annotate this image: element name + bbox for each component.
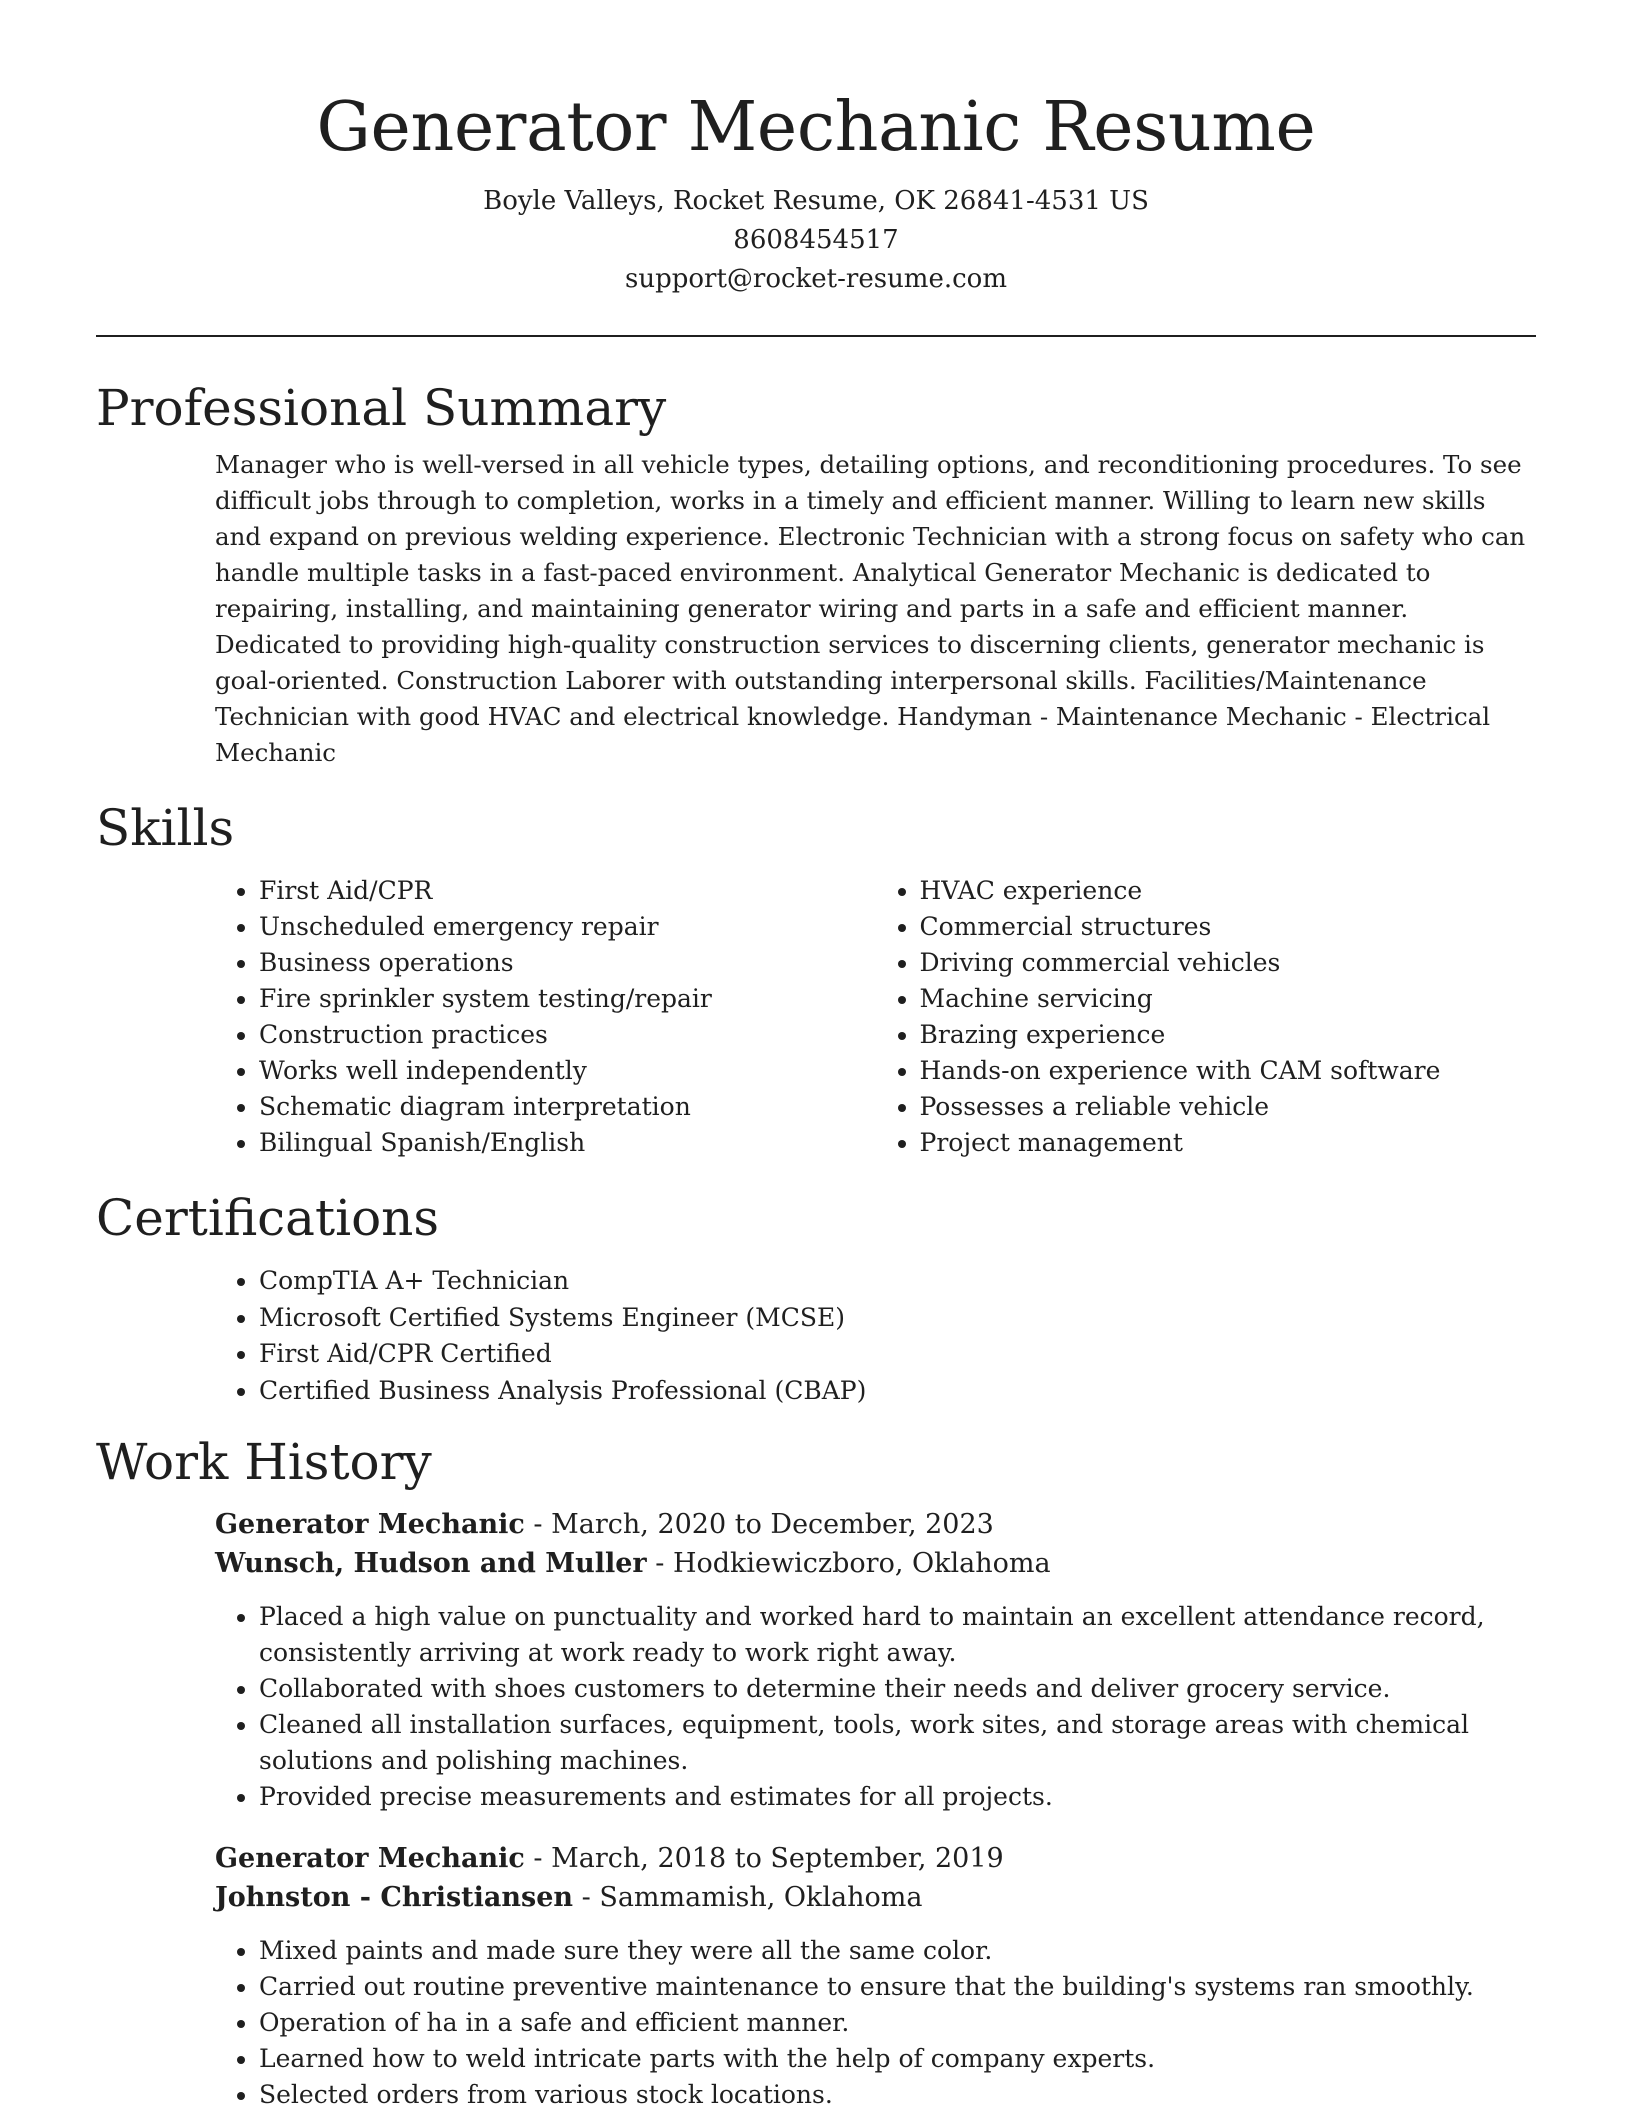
- certification-item: • First Aid/CPR Certified: [259, 1336, 1536, 1373]
- skills-heading: Skills: [96, 799, 235, 857]
- resume-page: [96, 0, 1536, 2112]
- skill-item: • Business operations: [259, 945, 876, 981]
- job-company-line: Johnston - Christiansen - Sammamish, Oklahoma: [215, 1882, 923, 1913]
- certification-item: • CompTIA A+ Technician: [259, 1263, 1536, 1300]
- summary-text: Manager who is well-versed in all vehicle types, detailing options, and reconditioning procedures. To see difficult jobs through to completion, works in a timely and efficient manner. Willing to learn new skills and expand on previous welding experience. Electronic Technician with a strong focus on safety who can handle multiple tasks in a fast-paced environment. Analytical Generator Mechanic is dedicated to repairing, installing, and maintaining generator wiring and parts in a safe and efficient manner. Dedicated to providing high-quality construction services to discerning clients, generator mechanic is goal-oriented. Construction Laborer with outstanding interpersonal skills. Facilities/Maintenance Technician with good HVAC and electrical knowledge. Handyman - Maintenance Mechanic - Electrical Mechanic: [215, 450, 1526, 767]
- job-company: Wunsch, Hudson and Muller: [215, 1548, 647, 1579]
- skill-item: • HVAC experience: [920, 873, 1537, 909]
- contact-phone: 8608454517: [733, 225, 899, 255]
- summary-section: [96, 377, 1536, 771]
- job-duty: • Selected orders from various stock locations.: [259, 2077, 1536, 2113]
- skills-columns: [215, 873, 1536, 1161]
- work-history-section: [96, 1431, 1536, 2113]
- skill-item: • Construction practices: [259, 1017, 876, 1053]
- job-duty: • Collaborated with shoes customers to determine their needs and deliver grocery service.: [259, 1671, 1536, 1707]
- certifications-list: [215, 1263, 1536, 1409]
- job-duty: • Learned how to weld intricate parts with the help of company experts.: [259, 2041, 1536, 2077]
- job-entry: [215, 1839, 1536, 2113]
- skills-section: [96, 797, 1536, 1161]
- skill-item: • Works well independently: [259, 1053, 876, 1089]
- job-duties-list: [215, 1933, 1536, 2113]
- job-duty: • Operation of ha in a safe and efficient manner.: [259, 2005, 1536, 2041]
- job-company-line: Wunsch, Hudson and Muller - Hodkiewiczboro, Oklahoma: [215, 1548, 1051, 1579]
- job-duty: • Provided precise measurements and estimates for all projects.: [259, 1779, 1536, 1815]
- skill-item: • Project management: [920, 1125, 1537, 1161]
- job-dates: March, 2018 to September, 2019: [551, 1843, 1004, 1874]
- skill-item: • Driving commercial vehicles: [920, 945, 1537, 981]
- skill-item: • Hands-on experience with CAM software: [920, 1053, 1537, 1089]
- certifications-section: [96, 1187, 1536, 1409]
- certification-item: • Certified Business Analysis Professional (CBAP): [259, 1373, 1536, 1410]
- skill-item: • Possesses a reliable vehicle: [920, 1089, 1537, 1125]
- skill-item: • Commercial structures: [920, 909, 1537, 945]
- skill-item: • Fire sprinkler system testing/repair: [259, 981, 876, 1017]
- skill-item: • Unscheduled emergency repair: [259, 909, 876, 945]
- contact-block: [96, 182, 1536, 299]
- skills-list-left: [215, 873, 876, 1161]
- job-entry: [215, 1505, 1536, 1815]
- job-duty: • Mixed paints and made sure they were all the same color.: [259, 1933, 1536, 1969]
- job-title: Generator Mechanic: [215, 1843, 525, 1874]
- resume-header: [96, 0, 1536, 299]
- job-duty: • Carried out routine preventive maintenance to ensure that the building's systems ran smoothly.: [259, 1969, 1536, 2005]
- job-company: Johnston - Christiansen: [215, 1882, 574, 1913]
- job-location: Sammamish, Oklahoma: [599, 1882, 923, 1913]
- skill-item: • First Aid/CPR: [259, 873, 876, 909]
- job-location: Hodkiewiczboro, Oklahoma: [672, 1548, 1051, 1579]
- skill-item: • Schematic diagram interpretation: [259, 1089, 876, 1125]
- skills-list-right: [876, 873, 1537, 1161]
- certifications-heading: Certifications: [96, 1189, 440, 1247]
- skill-item: • Brazing experience: [920, 1017, 1537, 1053]
- contact-email: support@rocket-resume.com: [624, 264, 1007, 294]
- job-duties-list: [215, 1599, 1536, 1815]
- summary-heading: Professional Summary: [96, 379, 667, 437]
- resume-title: Generator Mechanic Resume: [316, 88, 1316, 167]
- header-divider: [96, 335, 1536, 337]
- job-dates: March, 2020 to December, 2023: [551, 1509, 994, 1540]
- contact-address: Boyle Valleys, Rocket Resume, OK 26841-4531 US: [483, 186, 1149, 216]
- work-history-heading: Work History: [96, 1433, 432, 1491]
- job-duty: • Cleaned all installation surfaces, equipment, tools, work sites, and storage areas with chemical solutions and polishing machines.: [259, 1707, 1536, 1779]
- job-duty: • Placed a high value on punctuality and worked hard to maintain an excellent attendance record, consistently arriving at work ready to work right away.: [259, 1599, 1536, 1671]
- skill-item: • Machine servicing: [920, 981, 1537, 1017]
- certification-item: • Microsoft Certified Systems Engineer (MCSE): [259, 1300, 1536, 1337]
- job-title-line: Generator Mechanic - March, 2018 to September, 2019: [215, 1843, 1004, 1874]
- job-title-line: Generator Mechanic - March, 2020 to December, 2023: [215, 1509, 994, 1540]
- skill-item: • Bilingual Spanish/English: [259, 1125, 876, 1161]
- job-title: Generator Mechanic: [215, 1509, 525, 1540]
